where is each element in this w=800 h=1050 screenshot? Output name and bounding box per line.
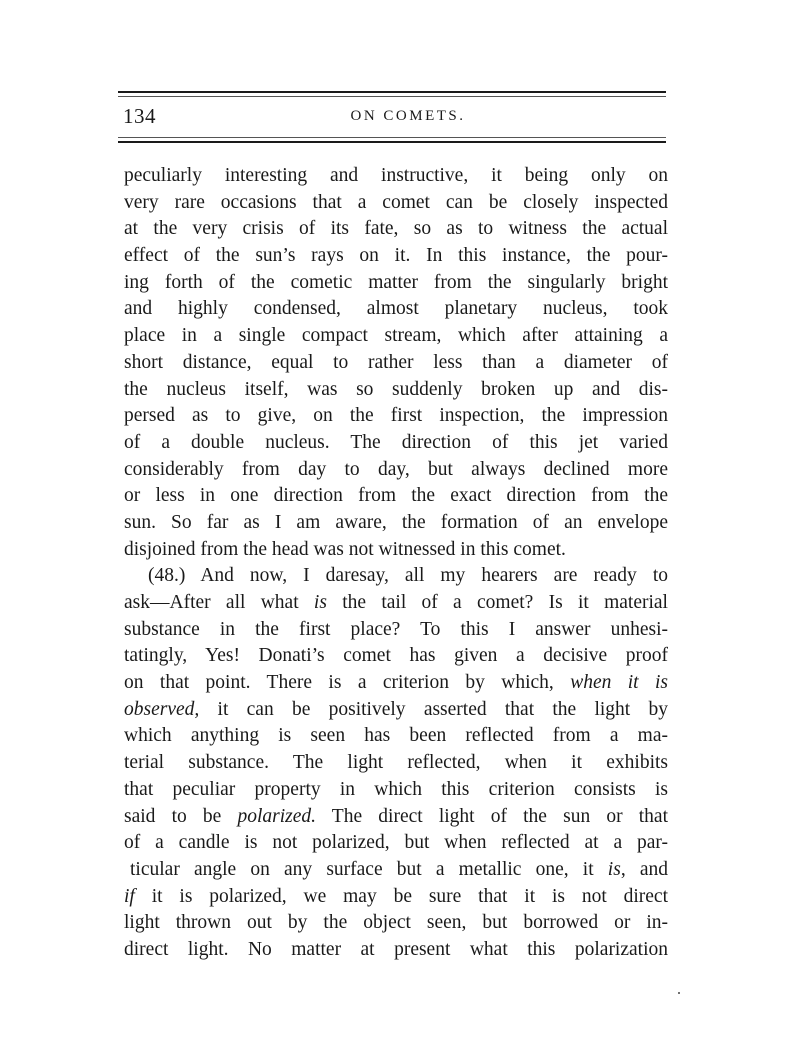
text-line-21: [124, 697, 668, 724]
running-title: ON COMETS.: [350, 108, 466, 124]
body-text: [124, 163, 668, 964]
text-line-12: considerably from day to day, but always declined more: [124, 458, 668, 480]
text-run: it can be positively asserted that the light by: [199, 698, 668, 720]
text-run: said to be: [124, 805, 238, 827]
italic-run: if: [124, 885, 135, 907]
italic-run: observed,: [124, 698, 200, 720]
text-line-29: light thrown out by the object seen, but borrowed or in-: [124, 912, 668, 934]
text-line-24: that peculiar property in which this criterion consists is: [124, 778, 668, 800]
text-line-7: place in a single compact stream, which after attaining a: [124, 325, 668, 347]
text-line-9: the nucleus itself, was so suddenly broken up and dis-: [124, 378, 668, 400]
text-line-1: peculiarly interesting and instructive, it being only on: [124, 165, 668, 186]
header-rule-bottom-thin: [118, 137, 666, 138]
text-line-30: direct light. No matter at present what this polarization: [124, 938, 668, 960]
text-line-8: short distance, equal to rather less than a diameter of: [124, 351, 668, 373]
text-line-6: and highly condensed, almost planetary nucleus, took: [124, 298, 668, 320]
text-line-23: terial substance. The light reflected, when it exhibits: [124, 752, 668, 774]
text-line-19: tatingly, Yes! Donati’s comet has given a decisive proof: [124, 645, 668, 667]
text-line-2: very rare occasions that a comet can be closely inspected: [124, 191, 668, 213]
text-line-28: [124, 884, 668, 911]
text-run: the tail of a comet? Is it material: [326, 592, 668, 613]
page-number: 134: [123, 104, 156, 128]
text-line-14: sun. So far as I am aware, the formation of an envelope: [124, 511, 668, 533]
text-run: , and: [620, 858, 668, 880]
text-line-13: or less in one direction from the exact direction from the: [124, 485, 668, 507]
text-line-22: which anything is seen has been reflected from a ma-: [124, 725, 668, 747]
text-line-11: of a double nucleus. The direction of this jet varied: [124, 431, 668, 453]
header-rule-top-thin: [118, 96, 666, 97]
paragraph-start: (48.) And now, I daresay, all my hearers are ready to: [148, 565, 668, 587]
text-line-10: persed as to give, on the first inspection, the impression: [124, 405, 668, 427]
text-line-25: [124, 804, 668, 831]
header-rule-top: [118, 91, 666, 93]
text-line-3: at the very crisis of its fate, so as to witness the actual: [124, 218, 668, 240]
text-line-20: [124, 670, 668, 697]
italic-run: polarized.: [237, 805, 316, 827]
text-line-15: disjoined from the head was not witnessed in this comet.: [124, 538, 566, 560]
text-line-17: [124, 590, 668, 617]
text-line-18: substance in the first place? To this I answer unhesi-: [124, 618, 668, 640]
text-line-16: [124, 563, 668, 590]
text-line-27: [124, 857, 668, 884]
italic-run: when it is: [570, 672, 668, 694]
italic-run: is: [313, 592, 327, 613]
text-line-26: of a candle is not polarized, but when reflected at a par-: [124, 832, 668, 854]
margin-speck: [678, 992, 680, 994]
text-run: on that point. There is a criterion by which,: [124, 672, 571, 694]
text-run: The direct light of the sun or that: [316, 805, 668, 827]
text-run: ticular angle on any surface but a metallic one, it: [130, 858, 608, 880]
text-line-5: ing forth of the cometic matter from the singularly bright: [124, 271, 668, 293]
text-run: ask—After all what: [124, 592, 314, 613]
italic-run: is: [607, 858, 621, 880]
text-line-4: effect of the sun’s rays on it. In this instance, the pour-: [124, 245, 668, 267]
text-run: it is polarized, we may be sure that it is not direct: [134, 885, 668, 907]
header-rule-bottom: [118, 141, 666, 143]
